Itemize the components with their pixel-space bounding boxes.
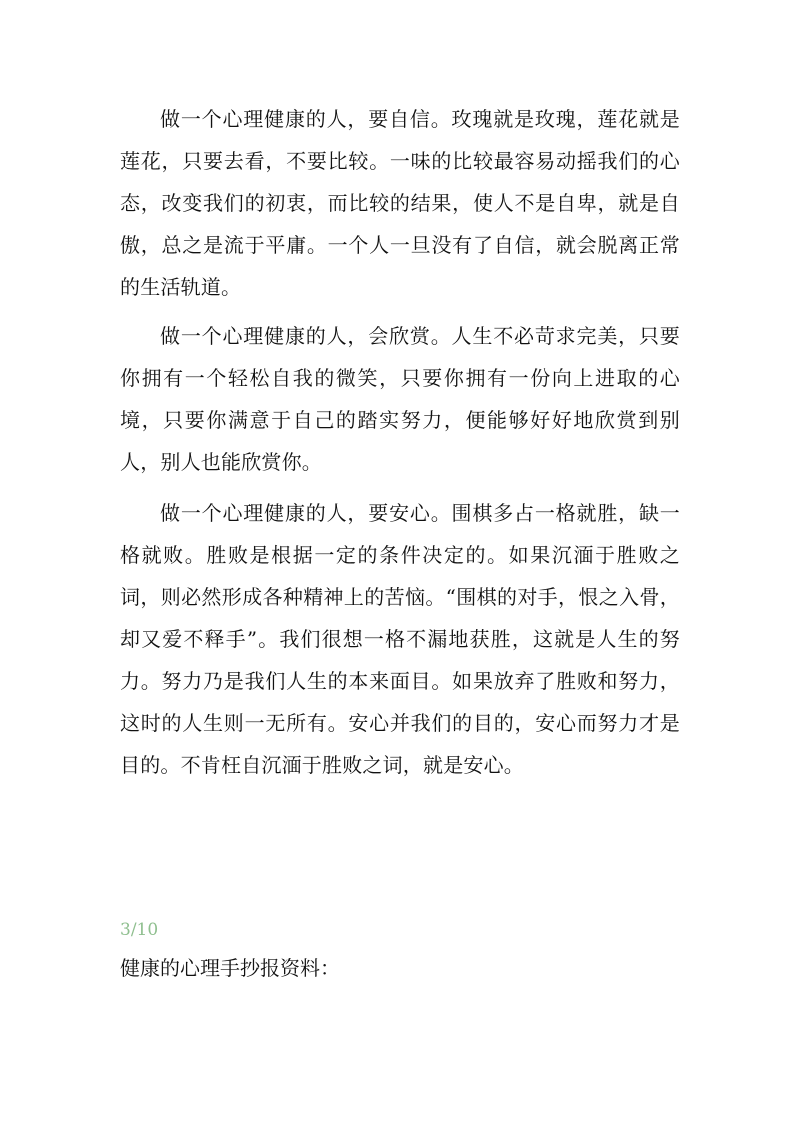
section-title: 健康的心理手抄报资料： (120, 956, 340, 980)
page-number: 3/10 (120, 920, 159, 940)
paragraph-appreciation: 做一个心理健康的人，会欣赏。人生不必苛求完美，只要你拥有一个轻松自我的微笑，只要你拥有一份向上进取的心境，只要你满意于自己的踏实努力，便能够好好地欣赏到别人，别人也能欣赏你。 (120, 324, 680, 474)
paragraph-confidence: 做一个心理健康的人，要自信。玫瑰就是玫瑰，莲花就是莲花，只要去看，不要比较。一味的比较最容易动摇我们的心态，改变我们的初衷，而比较的结果，使人不是自卑，就是自傲，总之是流于平庸。一个人一旦没有了自信，就会脱离正常的生活轨道。 (120, 107, 680, 299)
paragraph-peace-of-mind: 做一个心理健康的人，要安心。围棋多占一格就胜，缺一格就败。胜败是根据一定的条件决定的。如果沉湎于胜败之词，则必然形成各种精神上的苦恼。“围棋的对手，恨之入骨，却又爱不释手”。我们很想一格不漏地获胜，这就是人生的努力。努力乃是我们人生的本来面目。如果放弃了胜败和努力，这时的人生则一无所有。安心并我们的目的，安心而努力才是目的。不肯枉自沉湎于胜败之词，就是安心。 (120, 501, 680, 777)
